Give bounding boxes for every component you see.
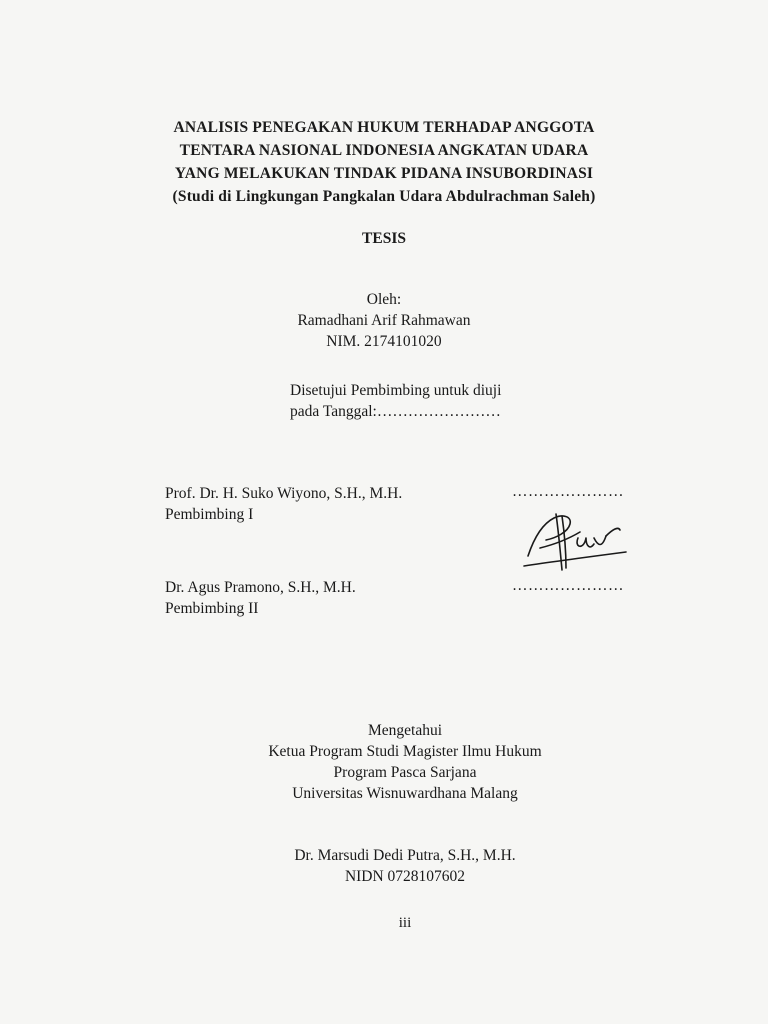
supervisor-1	[165, 483, 402, 525]
title-line-1: ANALISIS PENEGAKAN HUKUM TERHADAP ANGGOTA	[173, 119, 595, 136]
approval-line-1: Disetujui Pembimbing untuk diuji	[290, 382, 502, 399]
acknowledgement-block	[0, 720, 768, 804]
author-block	[0, 289, 768, 352]
approval-block	[290, 380, 501, 422]
supervisor-2-name: Dr. Agus Pramono, S.H., M.H.	[165, 579, 356, 596]
handwritten-signature	[520, 508, 630, 576]
program-head-nidn: NIDN 0728107602	[344, 868, 466, 885]
page-number: iii	[398, 915, 412, 931]
title-line-3: YANG MELAKUKAN TINDAK PIDANA INSUBORDINASI	[174, 165, 594, 182]
title-line-2: TENTARA NASIONAL INDONESIA ANGKATAN UDARA	[179, 142, 589, 159]
author-nim: NIM. 2174101020	[326, 333, 442, 350]
supervisor-2	[165, 577, 356, 619]
supervisor-1-name: Prof. Dr. H. Suko Wiyono, S.H., M.H.	[165, 485, 403, 502]
author-by-label: Oleh:	[366, 291, 402, 308]
acknowledgement-line-3: Universitas Wisnuwardhana Malang	[292, 785, 518, 802]
supervisor-2-role: Pembimbing II	[165, 600, 259, 617]
approval-line-2: pada Tanggal:……………………	[290, 403, 501, 420]
acknowledgement-line-1: Ketua Program Studi Magister Ilmu Hukum	[268, 743, 542, 760]
acknowledgement-label: Mengetahui	[367, 722, 443, 739]
supervisor-1-signature-line: …………………	[512, 483, 624, 500]
thesis-title	[0, 116, 768, 208]
program-head-name: Dr. Marsudi Dedi Putra, S.H., M.H.	[294, 847, 516, 864]
supervisor-2-signature-line: …………………	[512, 577, 624, 594]
title-line-4: (Studi di Lingkungan Pangkalan Udara Abdulrachman Saleh)	[172, 188, 596, 205]
author-name: Ramadhani Arif Rahmawan	[297, 312, 471, 329]
acknowledgement-line-2: Program Pasca Sarjana	[333, 764, 477, 781]
document-type: TESIS	[362, 230, 406, 247]
program-head-block	[0, 845, 768, 887]
supervisor-1-role: Pembimbing I	[165, 506, 254, 523]
